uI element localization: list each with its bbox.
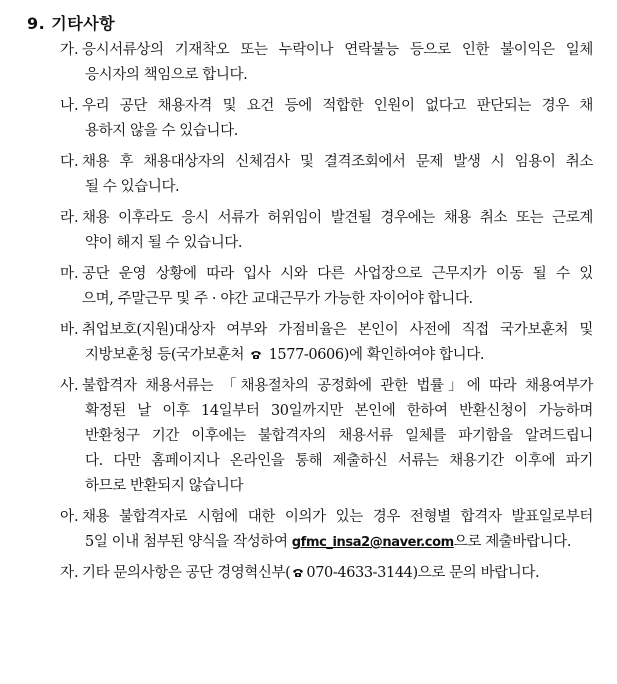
item-line: 반환청구 기간 이후에는 불합격자의 채용서류 일체를 파기함을 알려드립니: [85, 428, 593, 444]
item-line: 될 수 있습니다.: [85, 179, 180, 195]
item-line: 다. 다만 홈페이지나 온라인을 통해 제출하신 서류는 채용기간 이후에 파기: [85, 453, 593, 469]
item-line: 우리 공단 채용자격 및 요건 등에 적합한 인원이 없다고 판단되는 경우 채: [82, 98, 593, 114]
phone-number: 070-4633-3144: [306, 565, 413, 581]
item-line: [82, 561, 593, 586]
item-line: [82, 343, 593, 368]
list-item: [0, 206, 617, 256]
item-line: 불합격자 채용서류는 「채용절차의 공정화에 관한 법률」에 따라 채용여부가: [82, 378, 593, 394]
list-item: [0, 262, 617, 312]
item-line: 응시서류상의 기재착오 또는 누락이나 연락불능 등으로 인한 불이익은 일체: [82, 42, 593, 58]
item-text: )으로 문의 바랍니다.: [412, 565, 540, 581]
item-marker: 마.: [60, 266, 79, 282]
item-line: 채용 이후라도 응시 서류가 허위임이 발견될 경우에는 채용 취소 또는 근로계: [82, 210, 593, 226]
list-item: [0, 38, 617, 88]
section-number: 9.: [27, 14, 46, 33]
section-heading: [27, 11, 115, 34]
item-line: 하므로 반환되지 않습니다: [85, 478, 244, 494]
item-line: 으며, 주말근무 및 주 · 야간 교대근무가 가능한 자이어야 합니다.: [82, 291, 473, 307]
item-line: 약이 해지 될 수 있습니다.: [85, 235, 243, 251]
item-marker: 가.: [60, 42, 79, 58]
item-line: 채용 불합격자로 시험에 대한 이의가 있는 경우 전형별 합격자 발표일로부터: [82, 509, 593, 525]
item-line: 용하지 않을 수 있습니다.: [85, 123, 238, 139]
list-item: [0, 94, 617, 144]
item-text: )에 확인하여야 합니다.: [343, 347, 485, 363]
item-marker: 아.: [60, 509, 79, 525]
telephone-icon: [250, 344, 262, 354]
item-line: 응시자의 책임으로 합니다.: [85, 67, 248, 83]
notice-list: [0, 38, 617, 592]
phone-number: 1577-0606: [268, 347, 344, 363]
item-marker: 자.: [60, 565, 79, 581]
list-item: [0, 318, 617, 368]
item-marker: 라.: [60, 210, 79, 226]
list-item: [0, 150, 617, 200]
item-text: 으로 제출바랍니다.: [453, 534, 572, 550]
email-link[interactable]: gfmc_insa2@naver.com: [291, 535, 454, 550]
item-line: 확정된 날 이후 14일부터 30일까지만 본인에 한하여 반환신청이 가능하며: [85, 403, 593, 419]
item-text: 기타 문의사항은 공단 경영혁신부(: [82, 565, 291, 581]
list-item: [0, 561, 617, 586]
item-line: [82, 530, 593, 555]
list-item: [0, 374, 617, 499]
item-text: 5일 이내 첨부된 양식을 작성하여: [85, 534, 288, 550]
item-line: 취업보호(지원)대상자 여부와 가점비율은 본인이 사전에 직접 국가보훈처 및: [82, 322, 593, 338]
item-marker: 바.: [60, 322, 79, 338]
item-marker: 다.: [60, 154, 79, 170]
item-marker: 사.: [60, 378, 79, 394]
item-marker: 나.: [60, 98, 79, 114]
telephone-icon: [292, 562, 304, 572]
item-line: 채용 후 채용대상자의 신체검사 및 결격조회에서 문제 발생 시 임용이 취소: [82, 154, 593, 170]
item-line: 공단 운영 상황에 따라 입사 시와 다른 사업장으로 근무지가 이동 될 수 있: [82, 266, 593, 282]
section-title: 기타사항: [51, 14, 116, 33]
item-text: 지방보훈청 등(국가보훈처: [85, 347, 245, 363]
list-item: [0, 505, 617, 555]
